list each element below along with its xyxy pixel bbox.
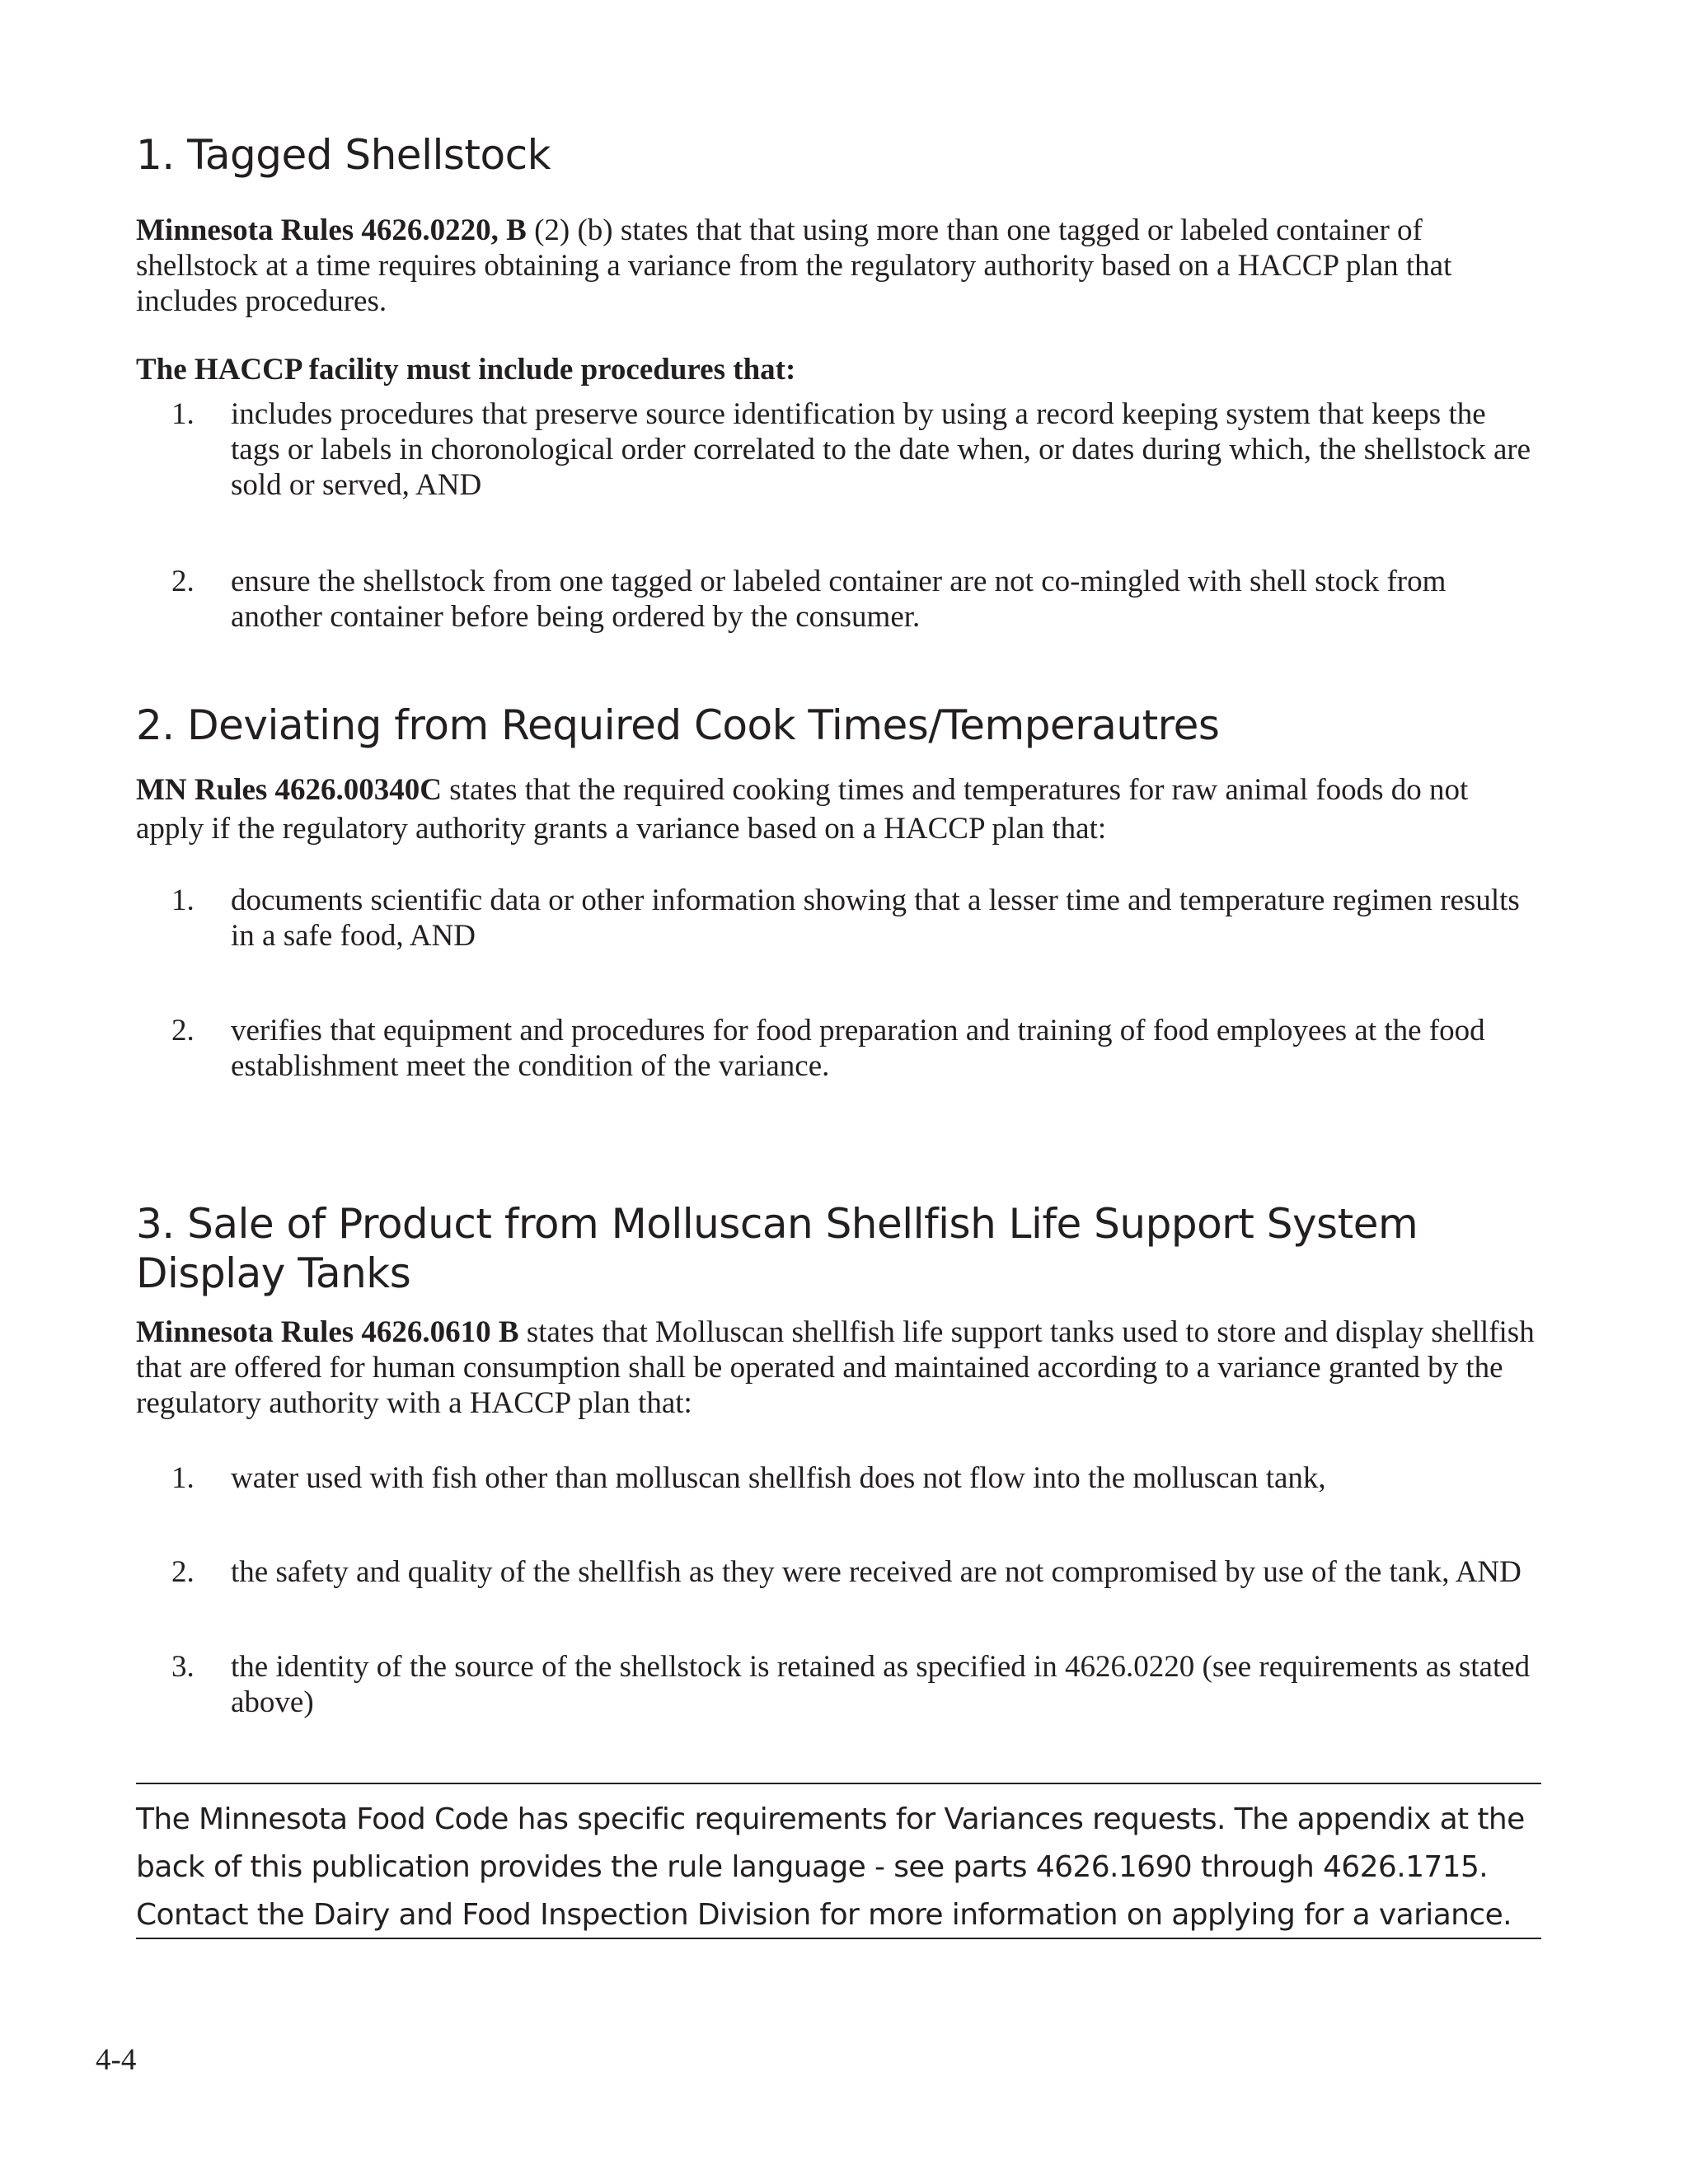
section-tagged-shellstock [136, 130, 1537, 635]
section-cook-times [136, 701, 1537, 1084]
list-number: 3. [171, 1650, 195, 1684]
section-heading: 2. Deviating from Required Cook Times/Temperautres [136, 701, 1220, 749]
section-molluscan-tanks [136, 1199, 1537, 1720]
list-text: includes procedures that preserve source identification by using a record keeping system that keeps the tags or labels in choronological order correlated to the date when, or dates during which, the shellstock are sold or served, AND [231, 397, 1531, 502]
list-number: 2. [171, 1014, 195, 1047]
section-intro [136, 1315, 1537, 1421]
section-intro [136, 771, 1537, 848]
requirements-list [136, 883, 1537, 1084]
rule-reference: Minnesota Rules 4626.0610 B [136, 1315, 519, 1349]
list-text: water used with fish other than molluscan shellfish does not flow into the molluscan tank, [231, 1461, 1326, 1495]
variance-note: The Minnesota Food Code has specific requirements for Variances requests. The appendix at the back of this publication provides the rule language - see parts 4626.1690 through 4626.1715. Contact the Dairy and Food Inspection Division for more information on applying for a variance. [136, 1802, 1525, 1932]
section-intro [136, 213, 1537, 319]
list-text: ensure the shellstock from one tagged or labeled container are not co-mingled with shell stock from another container before being ordered by the consumer. [231, 565, 1447, 634]
rule-reference: MN Rules 4626.00340C [136, 773, 443, 807]
list-text: documents scientific data or other information showing that a lesser time and temperature regimen results in a safe food, AND [231, 883, 1520, 953]
list-item [136, 1554, 1537, 1590]
list-number: 1. [171, 883, 195, 917]
list-number: 1. [171, 397, 195, 431]
list-item [136, 564, 1537, 635]
list-item [136, 1460, 1537, 1496]
list-text: the identity of the source of the shellstock is retained as specified in 4626.0220 (see requirements as stated above) [231, 1650, 1531, 1719]
list-item [136, 883, 1537, 954]
list-item [136, 1013, 1537, 1084]
list-item [136, 1649, 1537, 1720]
list-item [136, 396, 1537, 503]
intro-text: states that Molluscan shellfish life support tanks used to store and display shellfish that are offered for human consumption shall be operated and maintained according to a variance granted by the regulatory authority with a HACCP plan that: [136, 1315, 1535, 1420]
page-number: 4-4 [96, 2043, 137, 2077]
intro-text: (2) (b) states that that using more than one tagged or labeled container of shellstock at a time requires obtaining a variance from the regulatory authority based on a HACCP plan that includes procedures. [136, 213, 1452, 318]
rule-reference: Minnesota Rules 4626.0220, B [136, 213, 527, 247]
list-number: 1. [171, 1461, 195, 1495]
list-text: verifies that equipment and procedures for food preparation and training of food employees at the food establishment meet the condition of the variance. [231, 1014, 1485, 1083]
list-text: the safety and quality of the shellfish as they were received are not compromised by use of the tank, AND [231, 1555, 1522, 1589]
list-number: 2. [171, 565, 195, 598]
requirements-list [136, 1460, 1537, 1720]
variance-note-box [136, 1783, 1541, 1939]
procedures-subheading: The HACCP facility must include procedures that: [136, 353, 796, 387]
section-heading: 3. Sale of Product from Molluscan Shellfish Life Support System Display Tanks [136, 1200, 1418, 1297]
intro-text: states that the required cooking times and temperatures for raw animal foods do not apply if the regulatory authority grants a variance based on a HACCP plan that: [136, 773, 1469, 846]
section-heading: 1. Tagged Shellstock [136, 131, 551, 179]
list-number: 2. [171, 1555, 195, 1589]
requirements-list [136, 396, 1537, 635]
